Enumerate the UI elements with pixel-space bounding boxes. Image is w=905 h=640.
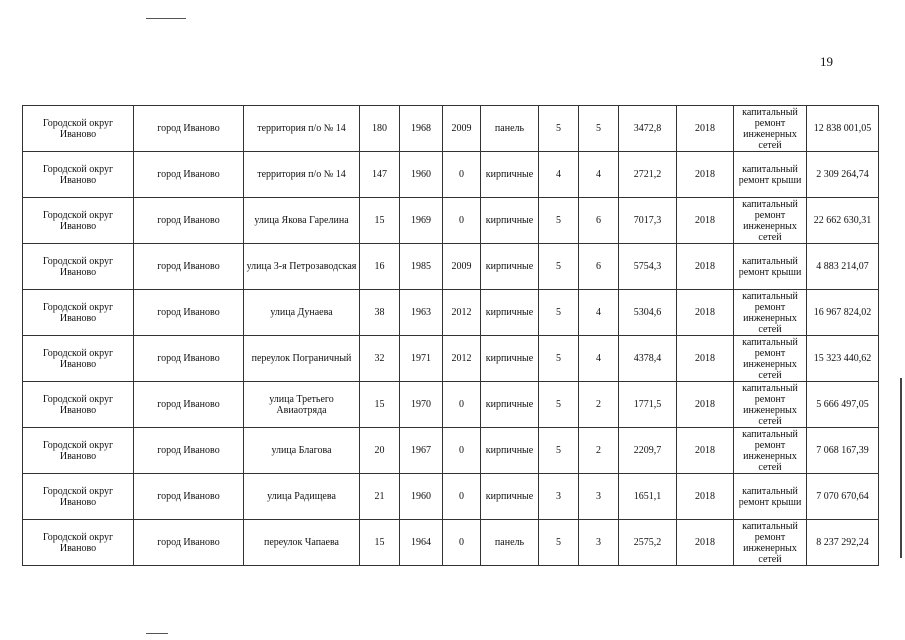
cost-cell: 7 068 167,39 bbox=[807, 428, 879, 474]
planned-year-cell: 2018 bbox=[677, 290, 734, 336]
area-cell: 5754,3 bbox=[619, 244, 677, 290]
entrances-cell: 2 bbox=[579, 428, 619, 474]
house-number-cell: 32 bbox=[360, 336, 400, 382]
wall-material-cell: кирпичные bbox=[481, 474, 539, 520]
scan-edge-mark bbox=[900, 378, 902, 558]
city-cell: город Иваново bbox=[134, 290, 244, 336]
planned-year-cell: 2018 bbox=[677, 382, 734, 428]
table-row bbox=[23, 336, 879, 382]
year-built-cell: 1964 bbox=[400, 520, 443, 566]
year-built-cell: 1971 bbox=[400, 336, 443, 382]
house-number-cell: 38 bbox=[360, 290, 400, 336]
floors-cell: 5 bbox=[539, 244, 579, 290]
last-repair-year-cell: 0 bbox=[443, 428, 481, 474]
planned-year-cell: 2018 bbox=[677, 198, 734, 244]
table-row bbox=[23, 290, 879, 336]
cost-cell: 15 323 440,62 bbox=[807, 336, 879, 382]
table-row bbox=[23, 428, 879, 474]
work-type-cell: капитальный ремонт инженерных сетей bbox=[734, 106, 807, 152]
house-number-cell: 21 bbox=[360, 474, 400, 520]
year-built-cell: 1963 bbox=[400, 290, 443, 336]
planned-year-cell: 2018 bbox=[677, 428, 734, 474]
entrances-cell: 3 bbox=[579, 474, 619, 520]
year-built-cell: 1970 bbox=[400, 382, 443, 428]
planned-year-cell: 2018 bbox=[677, 474, 734, 520]
municipality-cell: Городской округ Иваново bbox=[23, 152, 134, 198]
wall-material-cell: кирпичные bbox=[481, 428, 539, 474]
last-repair-year-cell: 2009 bbox=[443, 244, 481, 290]
municipality-cell: Городской округ Иваново bbox=[23, 474, 134, 520]
entrances-cell: 4 bbox=[579, 152, 619, 198]
area-cell: 2209,7 bbox=[619, 428, 677, 474]
city-cell: город Иваново bbox=[134, 106, 244, 152]
street-cell: переулок Чапаева bbox=[244, 520, 360, 566]
area-cell: 7017,3 bbox=[619, 198, 677, 244]
entrances-cell: 6 bbox=[579, 198, 619, 244]
last-repair-year-cell: 0 bbox=[443, 520, 481, 566]
floors-cell: 5 bbox=[539, 428, 579, 474]
city-cell: город Иваново bbox=[134, 244, 244, 290]
wall-material-cell: кирпичные bbox=[481, 152, 539, 198]
cost-cell: 5 666 497,05 bbox=[807, 382, 879, 428]
municipality-cell: Городской округ Иваново bbox=[23, 290, 134, 336]
planned-year-cell: 2018 bbox=[677, 244, 734, 290]
municipality-cell: Городской округ Иваново bbox=[23, 198, 134, 244]
year-built-cell: 1960 bbox=[400, 474, 443, 520]
floors-cell: 5 bbox=[539, 290, 579, 336]
planned-year-cell: 2018 bbox=[677, 520, 734, 566]
street-cell: переулок Пограничный bbox=[244, 336, 360, 382]
municipality-cell: Городской округ Иваново bbox=[23, 520, 134, 566]
year-built-cell: 1960 bbox=[400, 152, 443, 198]
municipality-cell: Городской округ Иваново bbox=[23, 244, 134, 290]
entrances-cell: 5 bbox=[579, 106, 619, 152]
city-cell: город Иваново bbox=[134, 198, 244, 244]
planned-year-cell: 2018 bbox=[677, 106, 734, 152]
house-number-cell: 147 bbox=[360, 152, 400, 198]
municipality-cell: Городской округ Иваново bbox=[23, 106, 134, 152]
floors-cell: 5 bbox=[539, 336, 579, 382]
work-type-cell: капитальный ремонт крыши bbox=[734, 244, 807, 290]
cost-cell: 22 662 630,31 bbox=[807, 198, 879, 244]
year-built-cell: 1967 bbox=[400, 428, 443, 474]
wall-material-cell: панель bbox=[481, 520, 539, 566]
wall-material-cell: кирпичные bbox=[481, 244, 539, 290]
entrances-cell: 6 bbox=[579, 244, 619, 290]
year-built-cell: 1985 bbox=[400, 244, 443, 290]
scan-artifact-line bbox=[146, 633, 168, 634]
table-body bbox=[23, 106, 879, 566]
last-repair-year-cell: 0 bbox=[443, 152, 481, 198]
last-repair-year-cell: 2012 bbox=[443, 290, 481, 336]
area-cell: 2721,2 bbox=[619, 152, 677, 198]
house-number-cell: 15 bbox=[360, 198, 400, 244]
year-built-cell: 1969 bbox=[400, 198, 443, 244]
wall-material-cell: кирпичные bbox=[481, 198, 539, 244]
city-cell: город Иваново bbox=[134, 520, 244, 566]
city-cell: город Иваново bbox=[134, 428, 244, 474]
house-number-cell: 15 bbox=[360, 382, 400, 428]
last-repair-year-cell: 0 bbox=[443, 382, 481, 428]
work-type-cell: капитальный ремонт инженерных сетей bbox=[734, 428, 807, 474]
floors-cell: 5 bbox=[539, 106, 579, 152]
table-row bbox=[23, 244, 879, 290]
city-cell: город Иваново bbox=[134, 474, 244, 520]
street-cell: территория п/о № 14 bbox=[244, 106, 360, 152]
cost-cell: 4 883 214,07 bbox=[807, 244, 879, 290]
floors-cell: 3 bbox=[539, 474, 579, 520]
housing-repair-table bbox=[22, 105, 879, 566]
house-number-cell: 180 bbox=[360, 106, 400, 152]
last-repair-year-cell: 2009 bbox=[443, 106, 481, 152]
cost-cell: 2 309 264,74 bbox=[807, 152, 879, 198]
entrances-cell: 4 bbox=[579, 290, 619, 336]
scan-artifact-line bbox=[146, 18, 186, 19]
floors-cell: 5 bbox=[539, 520, 579, 566]
street-cell: улица Третьего Авиаотряда bbox=[244, 382, 360, 428]
street-cell: улица Дунаева bbox=[244, 290, 360, 336]
cost-cell: 7 070 670,64 bbox=[807, 474, 879, 520]
wall-material-cell: кирпичные bbox=[481, 290, 539, 336]
municipality-cell: Городской округ Иваново bbox=[23, 428, 134, 474]
cost-cell: 12 838 001,05 bbox=[807, 106, 879, 152]
planned-year-cell: 2018 bbox=[677, 336, 734, 382]
last-repair-year-cell: 0 bbox=[443, 474, 481, 520]
house-number-cell: 15 bbox=[360, 520, 400, 566]
house-number-cell: 16 bbox=[360, 244, 400, 290]
street-cell: улица Якова Гарелина bbox=[244, 198, 360, 244]
work-type-cell: капитальный ремонт инженерных сетей bbox=[734, 336, 807, 382]
table-row bbox=[23, 382, 879, 428]
entrances-cell: 3 bbox=[579, 520, 619, 566]
area-cell: 4378,4 bbox=[619, 336, 677, 382]
last-repair-year-cell: 0 bbox=[443, 198, 481, 244]
work-type-cell: капитальный ремонт крыши bbox=[734, 152, 807, 198]
floors-cell: 4 bbox=[539, 152, 579, 198]
cost-cell: 16 967 824,02 bbox=[807, 290, 879, 336]
street-cell: улица 3-я Петрозаводская bbox=[244, 244, 360, 290]
page-number: 19 bbox=[820, 54, 833, 69]
street-cell: улица Радищева bbox=[244, 474, 360, 520]
table-row bbox=[23, 152, 879, 198]
table-row bbox=[23, 474, 879, 520]
municipality-cell: Городской округ Иваново bbox=[23, 336, 134, 382]
wall-material-cell: кирпичные bbox=[481, 336, 539, 382]
work-type-cell: капитальный ремонт инженерных сетей bbox=[734, 198, 807, 244]
planned-year-cell: 2018 bbox=[677, 152, 734, 198]
wall-material-cell: кирпичные bbox=[481, 382, 539, 428]
city-cell: город Иваново bbox=[134, 336, 244, 382]
street-cell: улица Благова bbox=[244, 428, 360, 474]
area-cell: 2575,2 bbox=[619, 520, 677, 566]
floors-cell: 5 bbox=[539, 382, 579, 428]
work-type-cell: капитальный ремонт инженерных сетей bbox=[734, 382, 807, 428]
area-cell: 5304,6 bbox=[619, 290, 677, 336]
entrances-cell: 4 bbox=[579, 336, 619, 382]
area-cell: 1651,1 bbox=[619, 474, 677, 520]
work-type-cell: капитальный ремонт крыши bbox=[734, 474, 807, 520]
table-row bbox=[23, 520, 879, 566]
area-cell: 3472,8 bbox=[619, 106, 677, 152]
table-row bbox=[23, 106, 879, 152]
street-cell: территория п/о № 14 bbox=[244, 152, 360, 198]
cost-cell: 8 237 292,24 bbox=[807, 520, 879, 566]
floors-cell: 5 bbox=[539, 198, 579, 244]
city-cell: город Иваново bbox=[134, 382, 244, 428]
year-built-cell: 1968 bbox=[400, 106, 443, 152]
house-number-cell: 20 bbox=[360, 428, 400, 474]
wall-material-cell: панель bbox=[481, 106, 539, 152]
city-cell: город Иваново bbox=[134, 152, 244, 198]
table-row bbox=[23, 198, 879, 244]
last-repair-year-cell: 2012 bbox=[443, 336, 481, 382]
entrances-cell: 2 bbox=[579, 382, 619, 428]
municipality-cell: Городской округ Иваново bbox=[23, 382, 134, 428]
work-type-cell: капитальный ремонт инженерных сетей bbox=[734, 520, 807, 566]
area-cell: 1771,5 bbox=[619, 382, 677, 428]
work-type-cell: капитальный ремонт инженерных сетей bbox=[734, 290, 807, 336]
